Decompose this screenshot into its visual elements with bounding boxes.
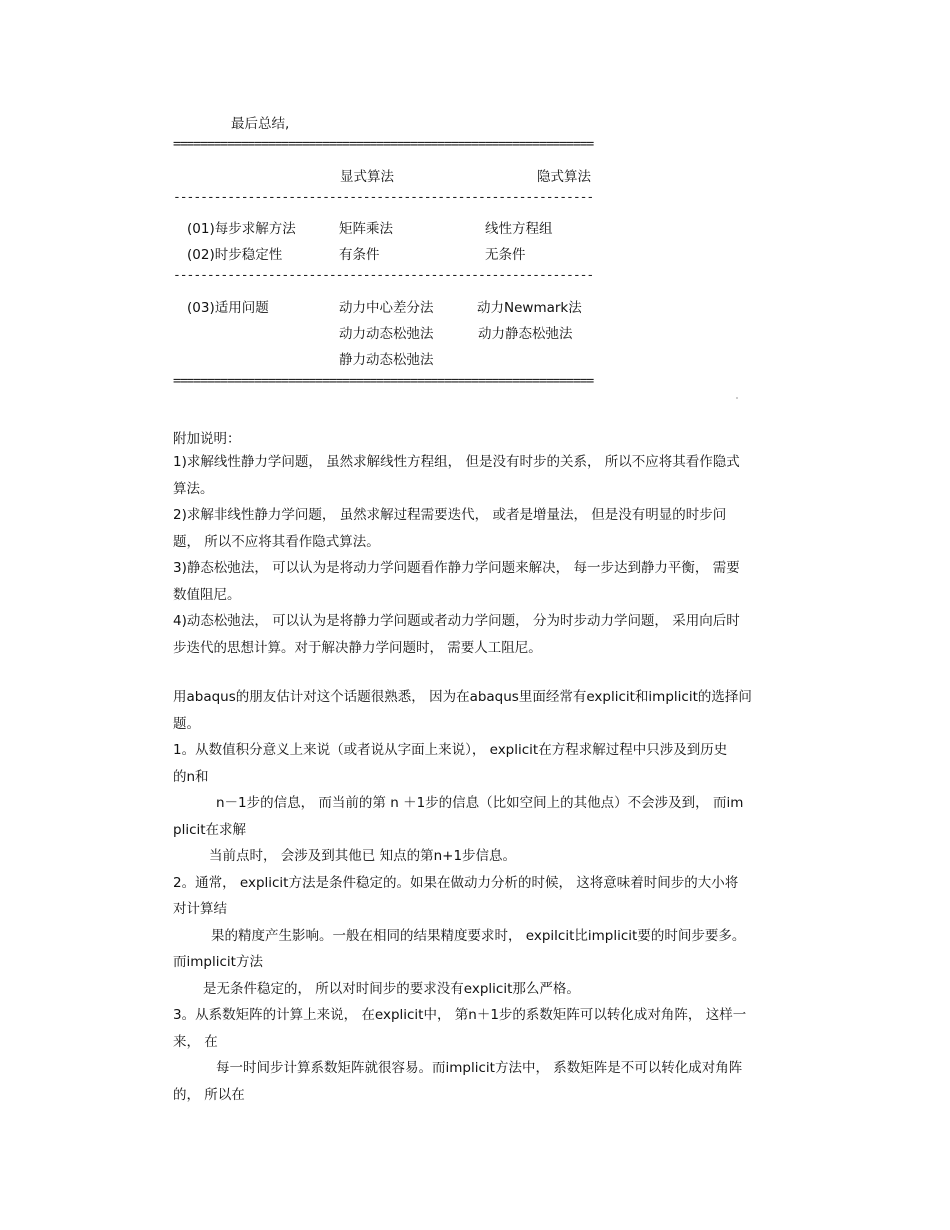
abaqus-line: 的， 所以在 — [173, 1086, 245, 1103]
notes-line: 1)求解线性静力学问题， 虽然求解线性方程组， 但是没有时步的关系， 所以不应将其看作隐式 — [173, 454, 740, 470]
abaqus-line: 的n和 — [173, 768, 209, 785]
row3-implicit-1: 动力Newmark法 — [477, 300, 582, 316]
row3-label: (03)适用问题 — [187, 300, 269, 316]
table-top-rule: ============================================================== — [173, 137, 594, 152]
row3-implicit-2: 动力静态松弛法 — [478, 326, 573, 342]
row2-implicit: 无条件 — [485, 247, 526, 263]
abaqus-line: 果的精度产生影响。一般在相同的结果精度要求时， expilcit比implicit要的时间步要多。 — [211, 927, 746, 944]
row3-explicit-2: 动力动态松弛法 — [339, 326, 434, 342]
abaqus-line: n－1步的信息， 而当前的第 n ＋1步的信息（比如空间上的其他点）不会涉及到， 而im — [216, 795, 744, 811]
row1-explicit: 矩阵乘法 — [339, 221, 393, 237]
row1-label: (01)每步求解方法 — [187, 221, 296, 237]
notes-line: 算法。 — [173, 480, 214, 497]
notes-paragraph — [173, 449, 778, 661]
table-mid-rule: -------------------------------------------------------------- — [173, 268, 594, 283]
notes-line: 2)求解非线性静力学问题， 虽然求解过程需要迭代， 或者是增量法， 但是没有明显的时步问 — [173, 507, 727, 523]
table-bottom-rule: ============================================================== — [173, 374, 594, 389]
row1-implicit: 线性方程组 — [485, 221, 553, 237]
notes-title: 附加说明： — [173, 431, 241, 447]
table-header-rule: -------------------------------------------------------------- — [173, 190, 594, 205]
abaqus-line: 来， 在 — [173, 1033, 218, 1050]
abaqus-line: 当前点时， 会涉及到其他已 知点的第n+1步信息。 — [209, 848, 517, 864]
notes-line: 题， 所以不应将其看作隐式算法。 — [173, 533, 380, 550]
notes-line: 4)动态松弛法， 可以认为是将静力学问题或者动力学问题， 分为时步动力学问题， 采用向后时 — [173, 613, 740, 629]
abaqus-line: 对计算结 — [173, 901, 227, 917]
abaqus-line: 而implicit方法 — [173, 954, 263, 970]
header-implicit: 隐式算法 — [537, 169, 591, 185]
row2-label: (02)时步稳定性 — [187, 247, 283, 263]
stray-dot — [736, 397, 738, 399]
abaqus-line: 用abaqus的朋友估计对这个话题很熟悉， 因为在abaqus里面经常有explicit和implicit的选择问 — [173, 689, 752, 705]
abaqus-line: 3。从系数矩阵的计算上来说， 在explicit中， 第n＋1步的系数矩阵可以转化成对角阵， 这样一 — [173, 1007, 747, 1023]
abaqus-line: 2。通常， explicit方法是条件稳定的。如果在做动力分析的时候， 这将意味着时间步的大小将 — [173, 874, 739, 891]
abaqus-paragraph — [173, 684, 778, 1108]
header-explicit: 显式算法 — [340, 169, 394, 185]
row3-explicit-3: 静力动态松弛法 — [339, 352, 434, 368]
row3-explicit-1: 动力中心差分法 — [339, 300, 434, 316]
notes-line: 3)静态松弛法， 可以认为是将动力学问题看作静力学问题来解决， 每一步达到静力平衡， 需要 — [173, 560, 740, 576]
abaqus-line: 每一时间步计算系数矩阵就很容易。而implicit方法中， 系数矩阵是不可以转化成对角阵 — [216, 1060, 743, 1076]
abaqus-line: 题。 — [173, 715, 200, 732]
abaqus-line: 是无条件稳定的， 所以对时间步的要求没有explicit那么严格。 — [203, 980, 580, 997]
row2-explicit: 有条件 — [339, 247, 380, 263]
summary-title: 最后总结, — [231, 116, 290, 132]
notes-line: 步迭代的思想计算。对于解决静力学问题时， 需要人工阻尼。 — [173, 639, 542, 656]
abaqus-line: plicit在求解 — [173, 821, 247, 838]
notes-line: 数值阻尼。 — [173, 586, 241, 603]
abaqus-line: 1。从数值积分意义上来说（或者说从字面上来说）， explicit在方程求解过程中只涉及到历史 — [173, 742, 728, 758]
